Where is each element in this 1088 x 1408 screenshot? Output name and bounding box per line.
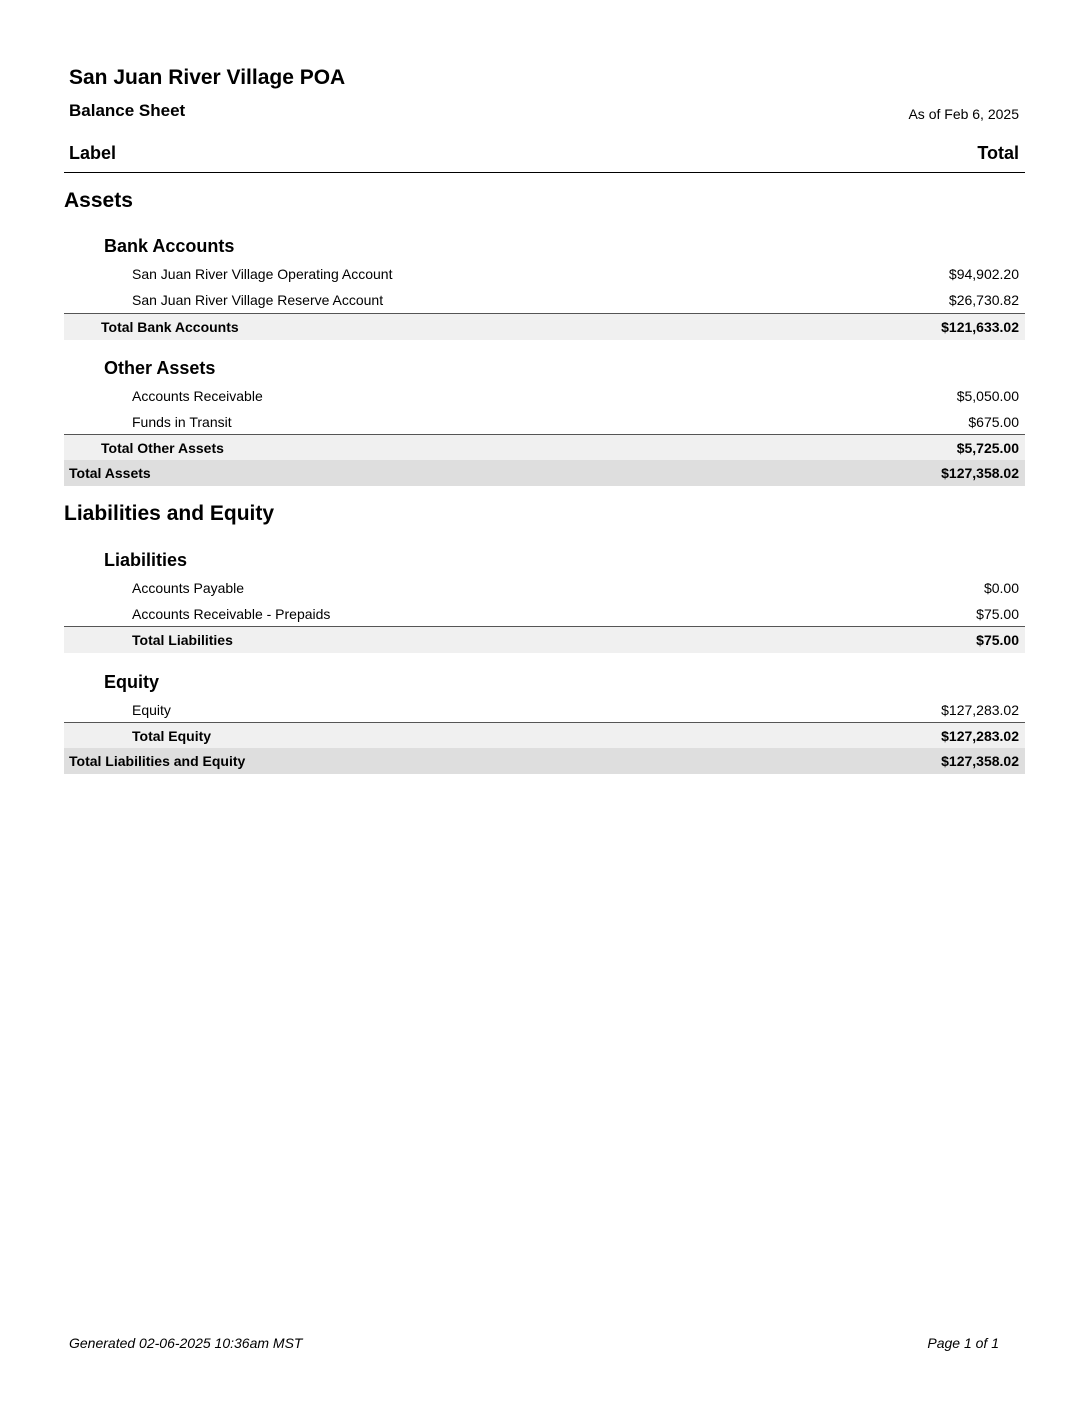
subtotal-value: $5,725.00 xyxy=(956,440,1019,456)
row-label: San Juan River Village Reserve Account xyxy=(132,292,384,308)
generated-timestamp: Generated 02-06-2025 10:36am MST xyxy=(69,1335,303,1351)
column-header-total: Total xyxy=(977,143,1019,163)
row-label: Accounts Receivable - Prepaids xyxy=(132,606,331,622)
section-heading-assets: Assets xyxy=(64,189,133,212)
row-label: Equity xyxy=(132,702,171,718)
row-value: $94,902.20 xyxy=(948,266,1019,282)
subtotal-label: Total Other Assets xyxy=(101,440,224,456)
table-row xyxy=(64,697,1025,723)
subtotal-row-bank-accounts xyxy=(64,313,1025,340)
subtotal-value: $127,283.02 xyxy=(941,728,1019,744)
row-label: San Juan River Village Operating Account xyxy=(132,266,393,282)
row-value: $5,050.00 xyxy=(956,388,1019,404)
row-value: $127,283.02 xyxy=(941,702,1019,718)
subtotal-label: Total Liabilities xyxy=(132,632,233,648)
group-heading-other-assets: Other Assets xyxy=(104,358,216,378)
column-header-label: Label xyxy=(69,143,117,163)
table-row xyxy=(64,575,1025,601)
table-row xyxy=(64,383,1025,409)
row-label: Accounts Receivable xyxy=(132,388,263,404)
subtotal-row-equity xyxy=(64,722,1025,749)
group-heading-liabilities: Liabilities xyxy=(104,550,188,570)
subtotal-value: $75.00 xyxy=(976,632,1019,648)
subtotal-label: Total Equity xyxy=(132,728,212,744)
report-date: As of Feb 6, 2025 xyxy=(908,106,1019,122)
total-label: Total Liabilities and Equity xyxy=(69,753,246,769)
report-title: Balance Sheet xyxy=(69,101,186,120)
row-label: Accounts Payable xyxy=(132,580,245,596)
section-heading-liabilities-equity: Liabilities and Equity xyxy=(64,502,275,525)
row-value: $75.00 xyxy=(976,606,1019,622)
header-divider xyxy=(64,172,1025,173)
row-value: $0.00 xyxy=(983,580,1019,596)
total-value: $127,358.02 xyxy=(941,465,1019,481)
group-heading-equity: Equity xyxy=(104,672,160,692)
table-row xyxy=(64,409,1025,435)
subtotal-value: $121,633.02 xyxy=(941,319,1019,335)
total-value: $127,358.02 xyxy=(941,753,1019,769)
subtotal-row-other-assets xyxy=(64,434,1025,461)
row-value: $26,730.82 xyxy=(948,292,1019,308)
total-row-liabilities-equity xyxy=(64,748,1025,774)
subtotal-label: Total Bank Accounts xyxy=(101,319,239,335)
group-heading-bank-accounts: Bank Accounts xyxy=(104,236,235,256)
table-row xyxy=(64,601,1025,627)
table-row xyxy=(64,287,1025,313)
total-row-assets xyxy=(64,460,1025,486)
subtotal-row-liabilities xyxy=(64,626,1025,653)
organization-name: San Juan River Village POA xyxy=(69,66,346,89)
table-row xyxy=(64,261,1025,287)
row-label: Funds in Transit xyxy=(132,414,232,430)
total-label: Total Assets xyxy=(69,465,151,481)
row-value: $675.00 xyxy=(968,414,1019,430)
page-number: Page 1 of 1 xyxy=(927,1335,999,1351)
